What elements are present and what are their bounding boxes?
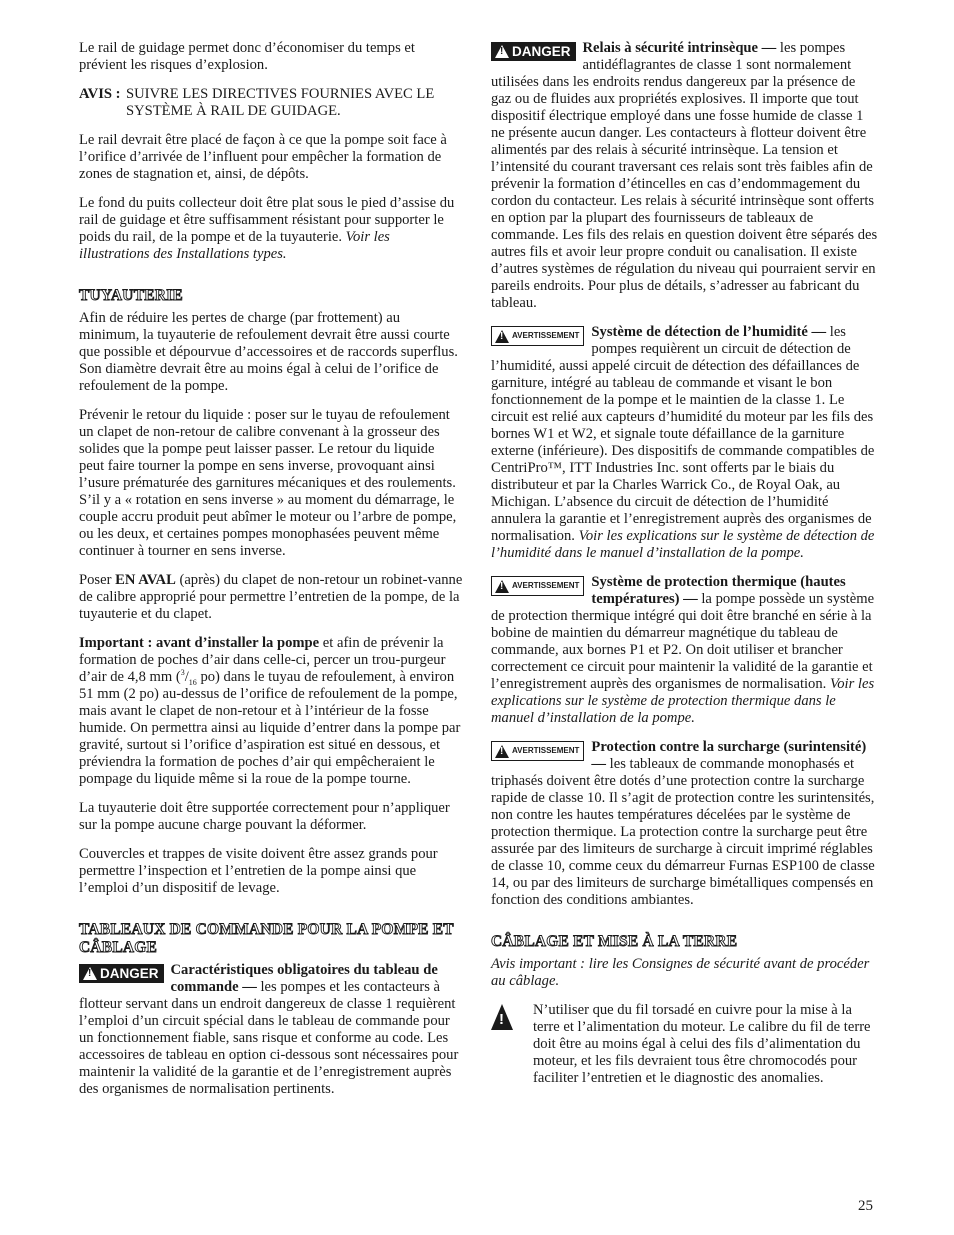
warning-triangle-icon (495, 45, 509, 58)
avis-text: SUIVRE LES DIRECTIVES FOURNIES AVEC LE SYSTÈME À RAIL DE GUIDAGE. (126, 86, 435, 119)
badge-label: AVERTISSEMENT (512, 581, 580, 590)
paragraph-text: Poser (79, 572, 116, 588)
page-number: 25 (858, 1198, 873, 1214)
ground-warning (491, 1002, 878, 1087)
fraction-denominator: 16 (188, 677, 197, 687)
avis-label: AVIS : (79, 86, 121, 102)
paragraph (491, 739, 878, 909)
paragraph-bold: Caractéristiques obligatoires du tableau de commande — (170, 962, 438, 995)
paragraph (491, 40, 878, 312)
paragraph-text: la pompe possède un système de protection thermique intégré qui doit être branché en série à la bobine de maintien du démarreur magnétique du tableau de commande, aux bornes P1 et P2. On doit utiliser et brancher correctement ce circuit pour maintenir la validité de la garantie et l’enregistrement auprès des organismes de normalisation. (491, 591, 875, 692)
paragraph (79, 962, 463, 1098)
paragraph: Prévenir le retour du liquide : poser sur le tuyau de refoulement un clapet de non-retour de calibre convenant à la grosseur des solides que la pompe peut laisser passer. Le retour du liquide peut faire tourner la pompe en sens inverse, provoquant ainsi l’usure prématurée des garnitures mécaniques et des roulements. S’il y a « rotation en sens inverse » au moment du démarrage, le couple accru produit peut abîmer le moteur ou l’arbre de pompe, ou les deux, et certaines pompes monophasées peuvent même continuer à tourner en sens inverse. (79, 407, 457, 559)
paragraph-text: les tableaux de commande monophasés et triphasés doivent être dotés d’une protection contre la surcharge rapide de classe 10. Il s’agit de protection contre les surintensités, non contre les hautes températures décelées par le système de protection thermique. La protection contre la surcharge peut être assurée par des limiteurs de surcharge à circuit imprimé réglables de classe 10, comme ceux du démarreur Furnas ESP100 de classe 14, ou par des limiteurs de surcharge bimétalliques compensés en fonction des conditions ambiantes. (491, 756, 875, 908)
paragraph-text: Le fond du puits collecteur doit être plat sous le pied d’assise du rail de guidage et être suffisamment résistant pour supporter le poids du rail, de la pompe et de la tuyauterie. (79, 195, 455, 245)
paragraph (491, 574, 878, 727)
paragraph: La tuyauterie doit être supportée correctement pour n’appliquer sur la pompe aucune charge pouvant la déformer. (79, 800, 450, 833)
danger-badge (491, 42, 576, 63)
fraction: $^3/_{16}$ (180, 668, 197, 687)
paragraph-bold: Protection contre la surcharge (surintensité) — (591, 739, 867, 772)
section-heading-cablage: CÂBLAGE ET MISE À LA TERRE (491, 933, 738, 950)
fraction-numerator: 3 (180, 668, 185, 678)
paragraph-text: et afin de prévenir la formation de poches d’air dans celle-ci, percer un trou-purgeur d’air de 4,8 mm ( (79, 635, 446, 685)
paragraph (79, 195, 463, 263)
section-heading-tableaux: TABLEAUX DE COMMANDE POUR LA POMPE ET CÂBLAGE (79, 921, 454, 956)
left-column (79, 40, 463, 1110)
paragraph-bold: Système de détection de l’humidité — (591, 324, 827, 340)
paragraph-text: les pompes antidéflagrantes de classe 1 sont normalement utilisées dans les endroits rendus dangereux par la présence de gaz ou de fluides aux propriétés explosives. Il importe que tout dispositif électrique employé dans une fosse humide de classe 1 ne présente aucun danger. Les contacteurs à flotteur doivent être alimentés par des relais à sécurité intrinsèque. La tension et l’intensité du courant traversant ces relais sont très faibles afin de prévenir la formation d’étincelles en cas d’endommagement du cordon du contacteur. Les relais à sécurité intrinsèque sont offerts en option par la plupart des fournisseurs de tableaux de commande. Les fils des relais en question doivent être séparés des autres fils et avoir leur propre conduit ou canalisation. Il existe d’autres systèmes de régulation du niveau qui pourraient servir en pareils endroits. Pour plus de détails, s’adresser au fabricant du tableau. (491, 40, 878, 311)
paragraph: Le rail devrait être placé de façon à ce que la pompe soit face à l’orifice d’arrivée de l’influent pour empêcher la formation de zones de stagnation et, ainsi, de dépôts. (79, 132, 447, 182)
paragraph (79, 635, 463, 788)
paragraph-italic: Avis important : lire les Consignes de sécurité avant de procéder au câblage. (491, 956, 870, 989)
paragraph-italic: Voir les illustrations des Installations types. (79, 229, 390, 262)
badge-label: DANGER (512, 44, 571, 59)
warning-triangle-icon (495, 580, 509, 593)
paragraph-bold: Relais à sécurité intrinsèque — (582, 40, 777, 56)
paragraph-italic: Voir les explications sur le système de protection thermique dans le manuel d’installation de la pompe. (491, 676, 875, 726)
warning-badge (491, 741, 584, 763)
paragraph: Le rail de guidage permet donc d’économiser du temps et prévient les risques d’explosion. (79, 40, 415, 73)
warning-triangle-icon (495, 330, 509, 343)
paragraph-text: (après) du clapet de non-retour un robinet-vanne de calibre approprié pour permettre l’entretien de la pompe, de la tuyauterie et du clapet. (79, 572, 463, 622)
ground-warning-text: N’utiliser que du fil torsadé en cuivre pour la mise à la terre et l’alimentation du moteur. Le calibre du fil de terre doit être au moins égal à celui des fils d’alimentation du moteur, et les fils devraient tous être chromocodés pour faciliter l’entretien et le diagnostic des anomalies. (533, 1002, 871, 1086)
warning-badge (491, 326, 584, 348)
warning-badge (491, 576, 584, 598)
avis-notice (79, 86, 463, 120)
right-column (491, 40, 878, 1087)
badge-label: AVERTISSEMENT (512, 331, 580, 340)
paragraph (491, 956, 878, 990)
section-heading-tuyauterie: TUYAUTERIE (79, 287, 183, 304)
paragraph-text: po) dans le tuyau de refoulement, à environ 51 mm (2 po) au-dessus de l’orifice de refoulement de la pompe, mais avant le clapet de non-retour et à l’intérieur de la fosse humide. On permettra ainsi au liquide d’entrer dans la pompe par gravité, surtout si l’orifice d’aspiration est situé en dessous, et préviendra la formation de poches d’air qui empêcheraient le pompage du liquide même si la roue de la pompe tourne. (79, 669, 461, 787)
paragraph-bold: Système de protection thermique (hautes températures) — (591, 574, 846, 607)
warning-triangle-icon (491, 1004, 513, 1030)
paragraph-bold: Important : avant d’installer la pompe (79, 635, 320, 651)
paragraph-bold: EN AVAL (115, 572, 176, 588)
badge-label: DANGER (100, 966, 159, 981)
paragraph-italic: Voir les explications sur le système de détection de l’humidité dans le manuel d’installation de la pompe. (491, 528, 875, 561)
paragraph (79, 572, 463, 623)
paragraph: Afin de réduire les pertes de charge (par frottement) au minimum, la tuyauterie de refoulement devrait être aussi courte que possible et dépourvue d’accessoires et de raccords superflus. Son diamètre devrait être au moins égal à celui de l’orifice de refoulement de la pompe. (79, 310, 458, 394)
warning-triangle-icon (495, 745, 509, 758)
paragraph-text: les pompes requièrent un circuit de détection de l’humidité, aussi appelé circuit de détection des défaillances de garniture, intégré au tableau de commande et visant le bon fonctionnement de la pompe et le maintien de la classe 1. Le circuit est relié aux capteurs d’humidité du moteur par les fils des bornes W1 et W2, et signale toute défaillance de la garniture externe (inférieure). Des dispositifs de commande compatibles de CentriPro™, ITT Industries Inc. sont offerts par le biais du distributeur et par la Charles Warrick Co., de Royal Oak, au Michigan. L’absence du circuit de détection de l’humidité annulera la garantie et l’enregistrement auprès des organismes de normalisation. (491, 324, 875, 544)
ground-warning-icon-box (491, 1002, 533, 1087)
warning-triangle-icon (83, 967, 97, 980)
badge-label: AVERTISSEMENT (512, 746, 580, 755)
paragraph (491, 324, 878, 562)
paragraph-text: les pompes et les contacteurs à flotteur servant dans un endroit dangereux de classe 1 requièrent l’emploi d’un circuit spécial dans le tableau de commande pour un fonctionnement fiable, sans risque et conforme au code. Les accessoires de tableau en option ci-dessous sont nécessaires pour maintenir la validité de la garantie et de l’enregistrement auprès des organismes de normalisation pertinents. (79, 979, 459, 1097)
danger-badge (79, 964, 164, 985)
paragraph: Couvercles et trappes de visite doivent être assez grands pour permettre l’inspection et l’entretien de la pompe ainsi que l’emploi d’un dispositif de levage. (79, 846, 438, 896)
